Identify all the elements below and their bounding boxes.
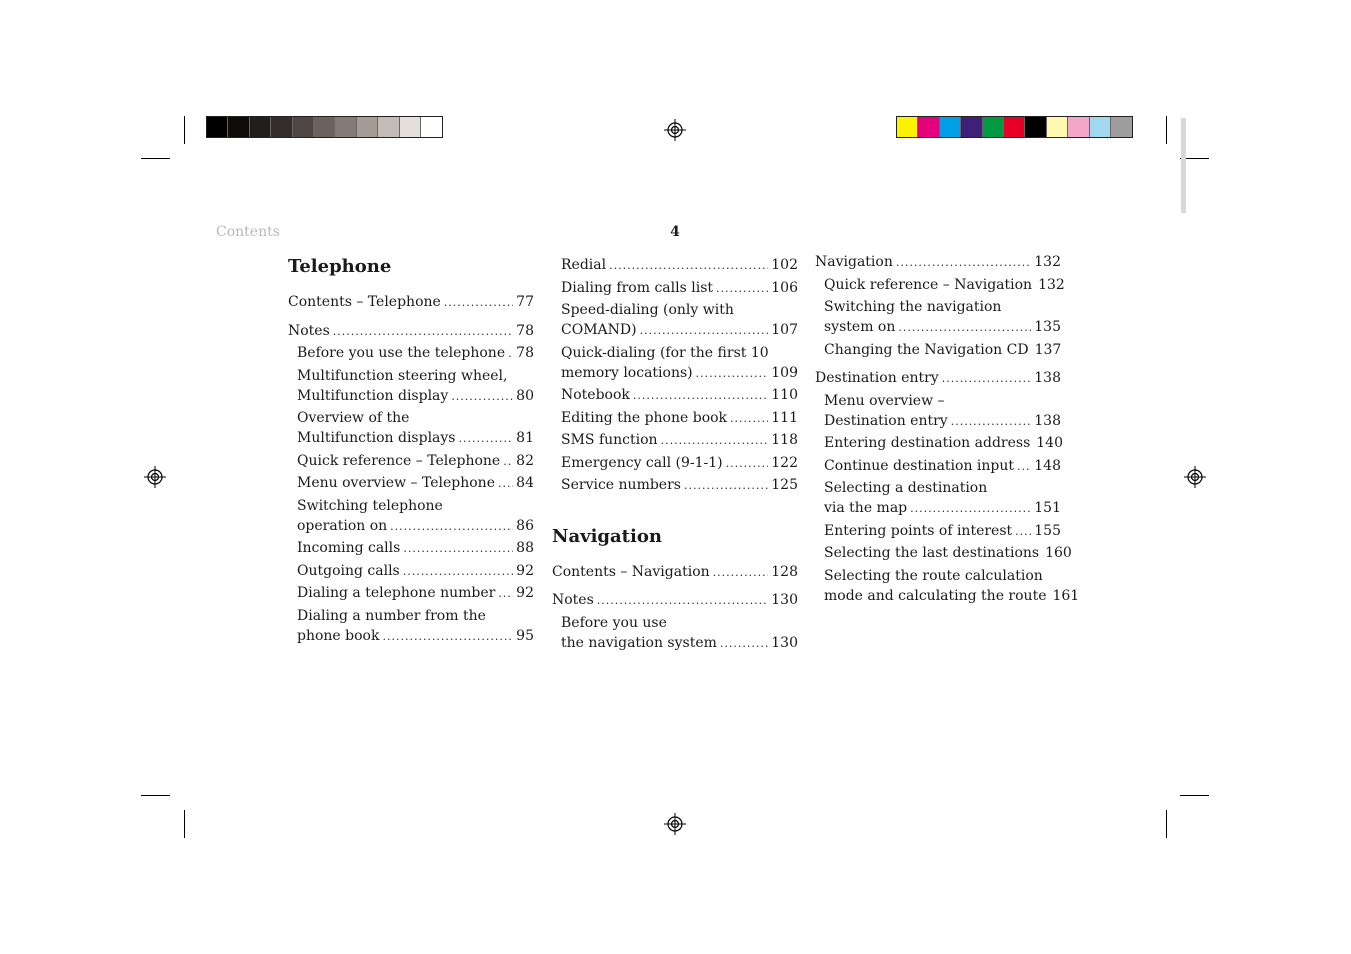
toc-entry-text: Overview of the xyxy=(297,410,410,426)
toc-entry-text: Multifunction steering wheel, xyxy=(297,367,508,384)
dot-leader xyxy=(713,563,769,583)
toc-entry-text: Emergency call (9-1-1) xyxy=(561,454,723,471)
color-swatch xyxy=(228,117,249,137)
page-number: 4 xyxy=(670,224,680,240)
toc-entry[interactable] xyxy=(288,583,534,604)
registration-mark-icon xyxy=(1184,466,1206,488)
section-heading: Telephone xyxy=(288,256,392,277)
toc-entry-line xyxy=(297,386,534,407)
dot-leader xyxy=(403,539,513,559)
toc-entry-text: Contents – Navigation xyxy=(552,563,710,580)
color-swatch xyxy=(1004,117,1025,137)
dot-leader xyxy=(1015,522,1031,542)
toc-page-number: 110 xyxy=(771,387,798,403)
toc-entry[interactable] xyxy=(815,456,1061,477)
toc-entry[interactable] xyxy=(815,478,1061,519)
registration-mark-icon xyxy=(144,466,166,488)
toc-entry-line xyxy=(561,363,798,384)
toc-entry-line xyxy=(297,516,534,537)
toc-entry-line xyxy=(297,626,534,647)
toc-entry-text: SMS function xyxy=(561,432,658,448)
dot-leader xyxy=(403,562,513,582)
toc-entry-text: via the map xyxy=(824,500,908,516)
toc-page-number: 118 xyxy=(771,432,798,448)
toc-entry-text: Notebook xyxy=(561,387,630,403)
dot-leader xyxy=(609,256,768,276)
toc-page-number: 151 xyxy=(1034,500,1061,516)
toc-entry-text: Selecting a destination xyxy=(824,480,988,496)
toc-entry-text: Dialing from calls list xyxy=(561,279,714,296)
color-swatch xyxy=(293,117,314,137)
dot-leader xyxy=(503,452,513,472)
toc-entry-text: Entering points of interest xyxy=(824,522,1013,539)
toc-entry-line xyxy=(824,340,1061,361)
toc-page-number: 84 xyxy=(516,475,534,491)
toc-entry-line xyxy=(561,385,798,406)
toc-entry-text: Navigation xyxy=(815,254,893,270)
toc-entry[interactable] xyxy=(815,368,1061,389)
toc-entry-text: Incoming calls xyxy=(297,540,401,556)
toc-entry-text: Redial xyxy=(561,257,607,273)
toc-entry-line xyxy=(824,586,1080,607)
toc-page-number: 132 xyxy=(1034,254,1061,270)
toc-entry-text: Before you use the telephone xyxy=(297,345,506,361)
toc-page-number: 81 xyxy=(516,430,534,446)
toc-page-number: 92 xyxy=(516,562,534,579)
toc-entry-line xyxy=(297,473,534,494)
toc-entry[interactable] xyxy=(552,343,798,384)
toc-page-number: 132 xyxy=(1038,276,1065,293)
dot-leader xyxy=(451,387,513,407)
dot-leader xyxy=(730,409,768,429)
toc-entry-text: Notes xyxy=(552,592,594,608)
toc-entry[interactable] xyxy=(552,453,798,474)
toc-page-number: 160 xyxy=(1045,545,1072,561)
toc-page-number: 122 xyxy=(771,454,798,471)
toc-entry-line xyxy=(824,521,1061,542)
dot-leader xyxy=(498,474,513,494)
toc-entry[interactable] xyxy=(552,613,798,654)
toc-entry[interactable] xyxy=(288,366,534,407)
color-swatch xyxy=(897,117,918,137)
toc-page-number: 135 xyxy=(1034,319,1061,335)
color-swatch xyxy=(961,117,982,137)
color-swatch xyxy=(1047,117,1068,137)
registration-mark-icon xyxy=(664,813,686,835)
toc-entry[interactable] xyxy=(552,590,798,611)
dot-leader xyxy=(696,364,769,384)
toc-entry-line xyxy=(561,255,798,276)
color-swatch xyxy=(918,117,939,137)
toc-entry-text: Service numbers xyxy=(561,477,681,493)
toc-entry[interactable] xyxy=(815,252,1061,273)
toc-entry-line xyxy=(297,428,534,449)
toc-entry-text: Quick reference – Navigation xyxy=(824,276,1033,293)
color-swatch xyxy=(314,117,335,137)
toc-entry-text: Speed-dialing (only with xyxy=(561,302,734,318)
toc-entry-line xyxy=(824,275,1065,296)
toc-entry-line xyxy=(288,321,534,342)
toc-entry-text: Switching telephone xyxy=(297,497,443,514)
toc-entry-text: operation on xyxy=(297,517,388,534)
dot-leader xyxy=(444,293,513,313)
toc-entry-line xyxy=(297,583,534,604)
dot-leader xyxy=(726,454,769,474)
toc-entry-text: phone book xyxy=(297,627,380,644)
toc-entry[interactable] xyxy=(288,473,534,494)
dot-leader xyxy=(390,517,513,537)
toc-entry[interactable] xyxy=(552,255,798,276)
toc-entry-line xyxy=(297,343,534,364)
toc-entry[interactable] xyxy=(288,606,534,647)
color-swatch xyxy=(378,117,399,137)
toc-entry-line xyxy=(561,278,798,299)
toc-page-number: 111 xyxy=(771,409,798,426)
toc-page-number: 155 xyxy=(1034,522,1061,539)
crop-mark xyxy=(184,810,185,838)
toc-page-number: 109 xyxy=(771,364,798,381)
toc-page-number: 102 xyxy=(771,257,798,273)
process-color-swatch-strip xyxy=(896,116,1133,138)
toc-entry-text: COMAND) xyxy=(561,322,637,338)
color-swatch xyxy=(400,117,421,137)
toc-page-number: 95 xyxy=(516,627,534,644)
toc-page-number: 107 xyxy=(771,322,798,338)
toc-entry[interactable] xyxy=(288,343,534,364)
color-swatch xyxy=(1090,117,1111,137)
toc-entry-line xyxy=(561,453,798,474)
color-swatch xyxy=(271,117,292,137)
toc-entry-line xyxy=(824,433,1061,454)
toc-page-number: 77 xyxy=(516,294,534,310)
toc-page-number: 128 xyxy=(771,563,798,580)
toc-entry-line xyxy=(297,561,534,582)
toc-entry-text: Multifunction displays xyxy=(297,430,456,446)
toc-entry[interactable] xyxy=(552,408,798,429)
toc-entry-text: Notes xyxy=(288,322,330,339)
toc-entry-text: Switching the navigation xyxy=(824,299,1002,315)
toc-entry-text: Editing the phone book xyxy=(561,409,728,426)
crop-mark xyxy=(184,116,185,144)
toc-entry-line xyxy=(824,543,1072,564)
toc-page-number: 80 xyxy=(516,387,534,404)
color-swatch xyxy=(1111,117,1132,137)
toc-entry-line xyxy=(552,590,798,611)
toc-entry-line xyxy=(824,411,1061,432)
toc-page-number: 125 xyxy=(771,477,798,493)
dot-leader xyxy=(633,386,768,406)
toc-entry-line xyxy=(561,633,798,654)
toc-entry-text: Outgoing calls xyxy=(297,562,400,579)
crop-mark xyxy=(1166,116,1167,144)
toc-entry-text: Changing the Navigation CD xyxy=(824,341,1029,358)
registration-mark-icon xyxy=(664,119,686,141)
toc-entry-line xyxy=(552,562,798,583)
toc-entry[interactable] xyxy=(552,562,798,583)
toc-page-number: 140 xyxy=(1036,435,1063,451)
toc-entry[interactable] xyxy=(288,292,534,313)
spacer xyxy=(552,498,798,526)
toc-entry-text: Quick reference – Telephone xyxy=(297,452,501,469)
toc-entry[interactable] xyxy=(815,433,1061,454)
toc-entry-text: Dialing a telephone number xyxy=(297,585,496,601)
dot-leader xyxy=(498,584,513,604)
dot-leader xyxy=(898,318,1031,338)
toc-entry[interactable] xyxy=(552,430,798,451)
toc-entry[interactable] xyxy=(815,340,1061,361)
toc-entry-text: Continue destination input xyxy=(824,457,1015,474)
toc-page-number: 138 xyxy=(1034,370,1061,386)
toc-entry-text: Before you use xyxy=(561,614,667,631)
dot-leader xyxy=(508,344,513,364)
toc-entry-line xyxy=(561,408,798,429)
toc-entry-line xyxy=(824,498,1061,519)
toc-entry[interactable] xyxy=(815,297,1061,338)
toc-page-number: 148 xyxy=(1034,457,1061,474)
toc-page-number: 88 xyxy=(516,540,534,556)
toc-entry-text: Quick-dialing (for the first 10 xyxy=(561,344,769,361)
toc-entry-line xyxy=(824,317,1061,338)
dot-leader xyxy=(1017,457,1031,477)
toc-page-number: 92 xyxy=(516,585,534,601)
toc-entry-text: Selecting the route calculation xyxy=(824,567,1043,584)
running-header: Contents xyxy=(216,224,280,240)
color-swatch xyxy=(983,117,1004,137)
toc-entry[interactable] xyxy=(552,300,798,341)
toc-entry-line xyxy=(561,475,798,496)
color-swatch xyxy=(335,117,356,137)
toc-entry-line xyxy=(297,451,534,472)
toc-page-number: 86 xyxy=(516,517,534,534)
toc-entry-text: Multifunction display xyxy=(297,387,449,404)
dot-leader xyxy=(910,499,1031,519)
toc-entry[interactable] xyxy=(288,538,534,559)
toc-entry[interactable] xyxy=(288,321,534,342)
toc-entry[interactable] xyxy=(815,566,1080,607)
dot-leader xyxy=(382,627,513,647)
toc-entry[interactable] xyxy=(815,275,1065,296)
toc-entry-line xyxy=(561,430,798,451)
toc-entry[interactable] xyxy=(815,543,1072,564)
toc-entry-text: mode and calculating the route xyxy=(824,587,1047,604)
color-swatch xyxy=(207,117,228,137)
toc-entry[interactable] xyxy=(288,408,534,449)
dot-leader xyxy=(661,431,769,451)
toc-entry-line xyxy=(815,252,1061,273)
margin-bar xyxy=(1181,118,1186,213)
toc-column-telephone xyxy=(288,256,534,648)
toc-entry-line xyxy=(824,456,1061,477)
dot-leader xyxy=(716,279,768,299)
toc-page-number: 78 xyxy=(516,345,534,361)
dot-leader xyxy=(459,429,514,449)
toc-page-number: 106 xyxy=(771,279,798,296)
crop-mark xyxy=(141,158,170,159)
toc-page-number: 130 xyxy=(771,592,798,608)
toc-entry[interactable] xyxy=(815,521,1061,542)
toc-page-number: 138 xyxy=(1034,412,1061,429)
toc-entry-text: Dialing a number from the xyxy=(297,607,486,624)
toc-page-number: 130 xyxy=(771,634,798,651)
color-swatch xyxy=(250,117,271,137)
crop-mark xyxy=(1180,795,1209,796)
toc-entry-text: Destination entry xyxy=(824,412,948,429)
toc-page-number: 137 xyxy=(1034,341,1062,358)
toc-column-middle xyxy=(552,255,798,655)
toc-entry-line xyxy=(288,292,534,313)
toc-entry-text: Menu overview – xyxy=(824,392,945,409)
toc-column-navigation xyxy=(815,252,1080,608)
dot-leader xyxy=(942,369,1032,389)
grayscale-swatch-strip xyxy=(206,116,443,138)
toc-entry-text: Entering destination address xyxy=(824,435,1031,451)
dot-leader xyxy=(896,253,1031,273)
toc-entry[interactable] xyxy=(288,496,534,537)
toc-entry-text: the navigation system xyxy=(561,634,717,651)
dot-leader xyxy=(951,412,1032,432)
toc-entry-text: Contents – Telephone xyxy=(288,294,441,310)
toc-entry-text: Selecting the last destinations xyxy=(824,545,1040,561)
crop-mark xyxy=(141,795,170,796)
toc-entry[interactable] xyxy=(288,561,534,582)
toc-entry-text: memory locations) xyxy=(561,364,693,381)
dot-leader xyxy=(720,634,768,654)
toc-entry[interactable] xyxy=(815,391,1061,432)
toc-entry[interactable] xyxy=(552,475,798,496)
toc-entry[interactable] xyxy=(552,385,798,406)
toc-entry[interactable] xyxy=(552,278,798,299)
crop-mark xyxy=(1166,810,1167,838)
dot-leader xyxy=(640,321,769,341)
toc-entry-line xyxy=(815,368,1061,389)
toc-entry-text: Destination entry xyxy=(815,370,939,386)
color-swatch xyxy=(1068,117,1089,137)
toc-entry-line xyxy=(297,538,534,559)
color-swatch xyxy=(421,117,442,137)
color-swatch xyxy=(357,117,378,137)
toc-entry-text: system on xyxy=(824,319,896,335)
dot-leader xyxy=(684,476,768,496)
toc-page-number: 161 xyxy=(1052,587,1080,604)
toc-entry[interactable] xyxy=(288,451,534,472)
color-swatch xyxy=(1025,117,1046,137)
toc-entry-text: Menu overview – Telephone xyxy=(297,475,495,491)
toc-page-number: 82 xyxy=(516,452,534,469)
section-heading: Navigation xyxy=(552,525,662,547)
dot-leader xyxy=(333,322,513,342)
toc-entry-line xyxy=(561,320,798,341)
toc-page-number: 78 xyxy=(516,322,534,339)
color-swatch xyxy=(940,117,961,137)
dot-leader xyxy=(597,591,768,611)
